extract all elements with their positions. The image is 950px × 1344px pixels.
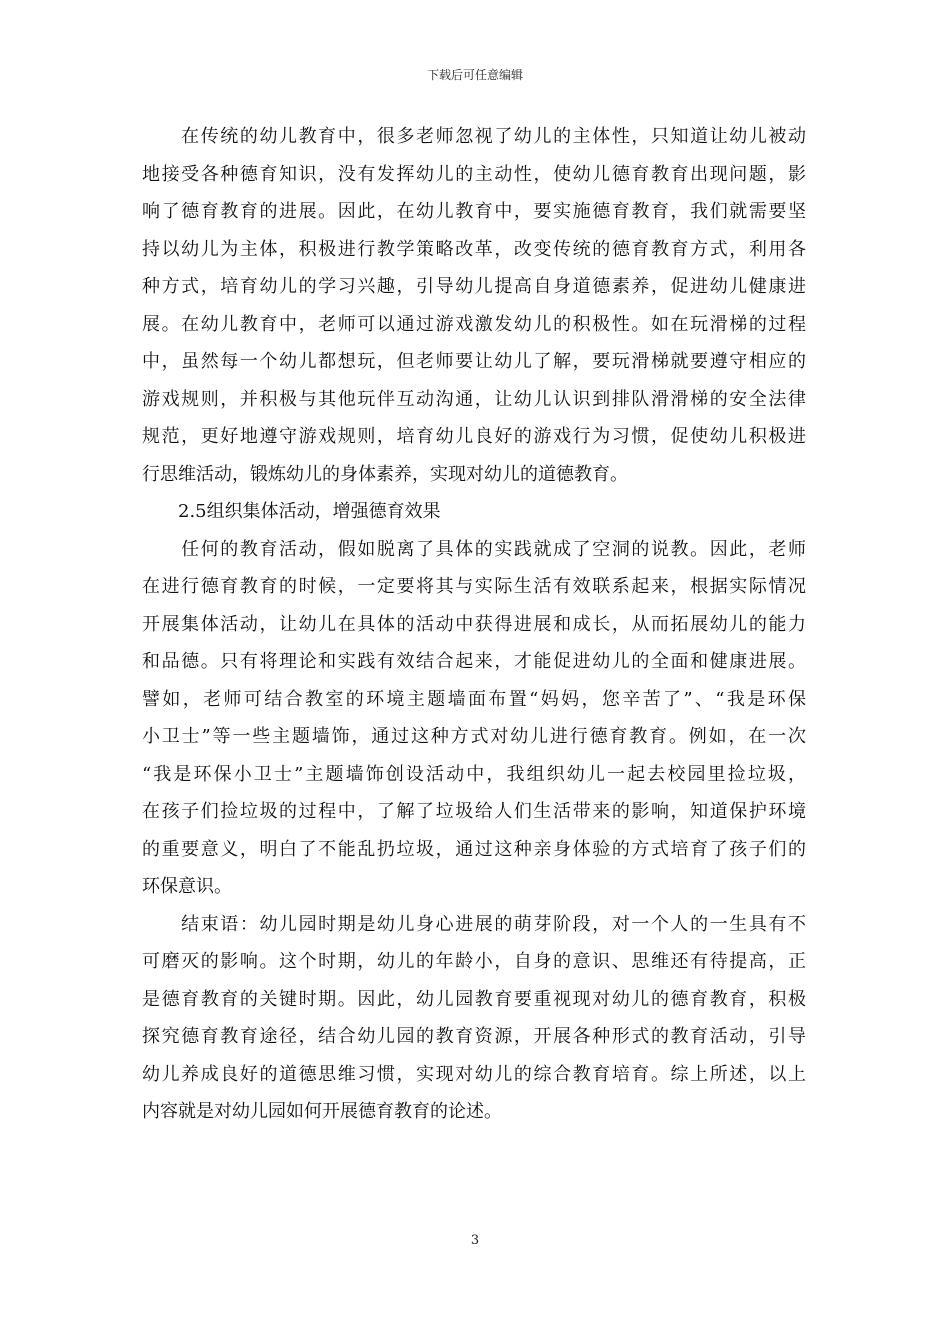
section-heading-text: 2.5组织集体活动，增强德育效果: [142, 501, 441, 522]
text-line: 幼儿养成良好的道德思维习惯，实现对幼儿的综合教育培育。综上所述，以上: [142, 1063, 806, 1085]
text-line: 持以幼儿为主体，积极进行教学策略改革，改变传统的德育教育方式，利用各: [142, 238, 806, 260]
text-line: 行思维活动，锻炼幼儿的身体素养，实现对幼儿的道德教育。: [142, 463, 628, 485]
text-line: 地接受各种德育知识，没有发挥幼儿的主动性，使幼儿德育教育出现问题，影: [142, 163, 806, 185]
text-line: 在进行德育教育的时候，一定要将其与实际生活有效联系起来，根据实际情况: [142, 576, 806, 597]
document-body: [142, 118, 806, 1131]
text-line: “我是环保小卫士”主题墙饰创设活动中，我组织幼儿一起去校园里捡垃圾，: [142, 763, 806, 785]
text-line: 和品德。只有将理论和实践有效结合起来，才能促进幼儿的全面和健康进展。: [142, 651, 806, 672]
paragraph-game-based-education: [142, 118, 806, 493]
text-line: 譬如，老师可结合教室的环境主题墙面布置“妈妈，您辛苦了”、“我是环保: [142, 688, 806, 710]
text-line: 探究德育教育途径，结合幼儿园的教育资源，开展各种形式的教育活动，引导: [142, 1026, 806, 1047]
text-line: 任何的教育活动，假如脱离了具体的实践就成了空洞的说教。因此，老师: [142, 538, 806, 560]
text-line: 游戏规则，并积极与其他玩伴互动沟通，让幼儿认识到排队滑滑梯的安全法律: [142, 388, 806, 410]
page-number: 3: [470, 1233, 480, 1248]
text-line: 结束语：幼儿园时期是幼儿身心进展的萌芽阶段，对一个人的一生具有不: [142, 913, 806, 935]
text-line: 是德育教育的关键时期。因此，幼儿园教育要重视现对幼儿的德育教育，积极: [142, 988, 806, 1010]
text-line: 的重要意义，明白了不能乱扔垃圾，通过这种亲身体验的方式培育了孩子们的: [142, 838, 806, 860]
text-line: 中，虽然每一个幼儿都想玩，但老师要让幼儿了解，要玩滑梯就要遵守相应的: [142, 351, 806, 372]
text-line: 响了德育教育的进展。因此，在幼儿教育中，要实施德育教育，我们就需要坚: [142, 201, 806, 222]
text-line: 规范，更好地遵守游戏规则，培育幼儿良好的游戏行为习惯，促使幼儿积极进: [142, 426, 806, 447]
text-line: 展。在幼儿教育中，老师可以通过游戏激发幼儿的积极性。如在玩滑梯的过程: [142, 313, 806, 335]
text-line: 种方式，培育幼儿的学习兴趣，引导幼儿提高自身道德素养，促进幼儿健康进: [142, 276, 806, 297]
paragraph-conclusion: [142, 906, 806, 1131]
text-line: 在传统的幼儿教育中，很多老师忽视了幼儿的主体性，只知道让幼儿被动: [142, 126, 806, 147]
paragraph-collective-activities: [142, 531, 806, 906]
section-heading: [142, 493, 806, 531]
page-header: 下载后可任意编辑: [426, 68, 523, 82]
text-line: 环保意识。: [142, 876, 232, 897]
text-line: 在孩子们捡垃圾的过程中，了解了垃圾给人们生活带来的影响，知道保护环境: [142, 801, 806, 822]
text-line: 开展集体活动，让幼儿在具体的活动中获得进展和成长，从而拓展幼儿的能力: [142, 613, 806, 635]
text-line: 内容就是对幼儿园如何开展德育教育的论述。: [142, 1101, 502, 1122]
text-line: 可磨灭的影响。这个时期，幼儿的年龄小，自身的意识、思维还有待提高，正: [142, 951, 806, 972]
text-line: 小卫士”等一些主题墙饰，通过这种方式对幼儿进行德育教育。例如，在一次: [142, 726, 806, 747]
